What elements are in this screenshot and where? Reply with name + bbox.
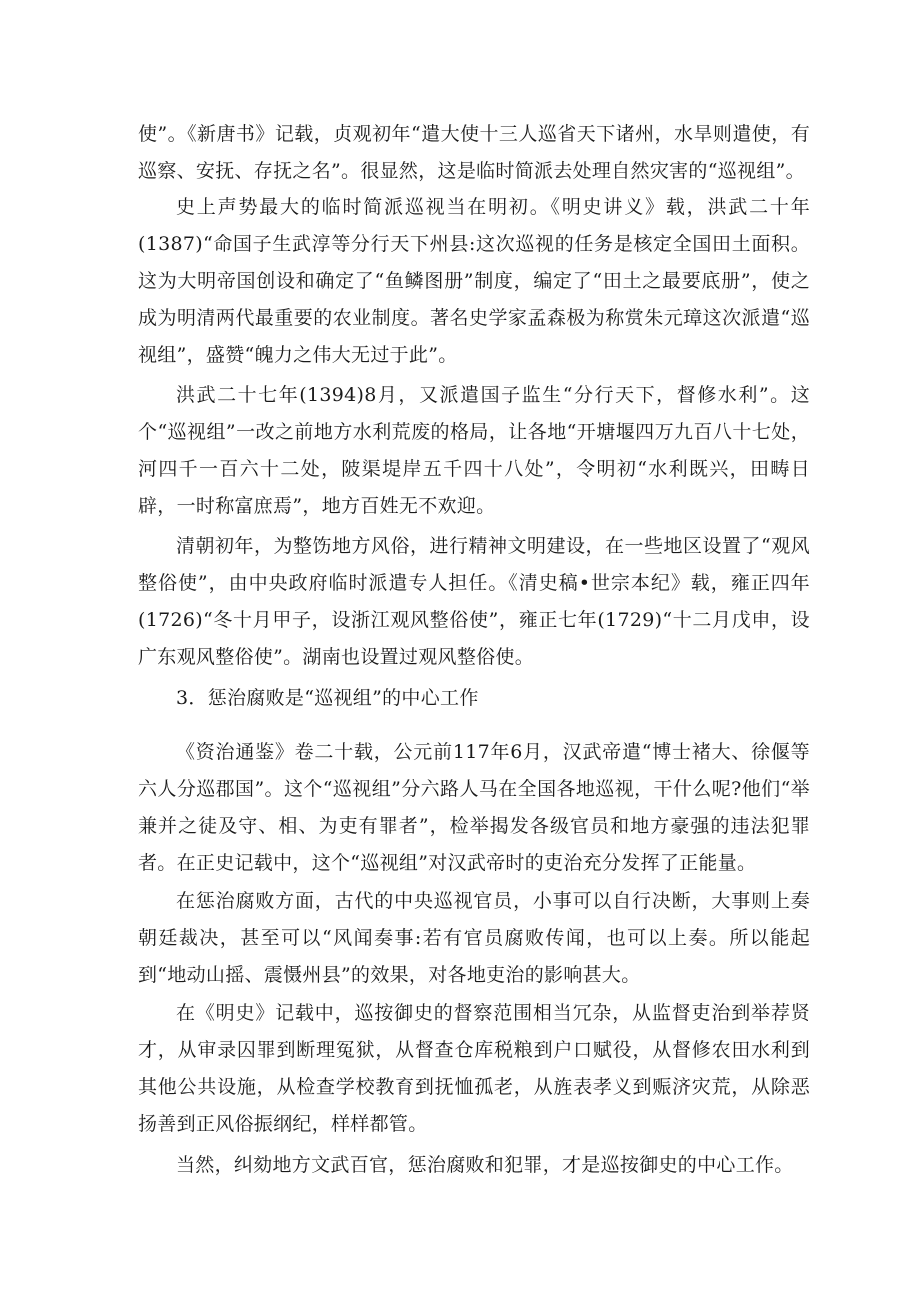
paragraph-mingshi: 在《明史》记载中，巡按御史的督察范围相当冗杂，从监督吏治到举荐贤才，从审录囚罪到断理冤狱，从督查仓库税粮到户口赋役，从督修农田水利到其他公共设施，从检查学校教育到抚恤孤老，从旌表孝义到赈济灾荒，从除恶扬善到正风俗振纲纪，样样都管。 [138,1002,810,1135]
paragraph-zizhitongjian: 《资治通鉴》卷二十载，公元前117年6月，汉武帝遣“博士褚大、徐偃等六人分巡郡国”。这个“巡视组”分六路人马在全国各地巡视，干什么呢?他们“举兼并之徒及守、相、为吏有罪者”，检举揭发各级官员和地方豪强的违法犯罪者。在正史记载中，这个“巡视组”对汉武帝时的吏治充分发挥了正能量。 [138,741,810,874]
paragraph-ming-early: 史上声势最大的临时简派巡视当在明初。《明史讲义》载，洪武二十年(1387)“命国子生武淳等分行天下州县:这次巡视的任务是核定全国田土面积。这为大明帝国创设和确定了“鱼鳞图册”制度，编定了“田土之最要底册”，使之成为明清两代最重要的农业制度。著名史学家孟森极为称赏朱元璋这次派遣“巡视组”，盛赞“魄力之伟大无过于此”。 [138,196,810,366]
section-heading: 3．惩治腐败是“巡视组”的中心工作 [176,687,479,709]
paragraph-anti-corruption: 在惩治腐败方面，古代的中央巡视官员，小事可以自行决断，大事则上奏朝廷裁决，甚至可以“风闻奏事:若有官员腐败传闻，也可以上奏。所以能起到“地动山摇、震慑州县”的效果，对各地吏治的影响甚大。 [138,890,810,986]
paragraph-xintangshu: 使”。《新唐书》记载，贞观初年“遣大使十三人巡省天下诸州，水旱则遣使，有巡察、安抚、存抚之名”。很显然，这是临时简派去处理自然灾害的“巡视组”。 [138,123,810,182]
paragraph-hongwu-27: 洪武二十七年(1394)8月，又派遣国子监生“分行天下，督修水利”。这个“巡视组”一改之前地方水利荒废的格局，让各地“开塘堰四万九百八十七处，河四千一百六十二处，陂渠堤岸五千四十八处”，令明初“水利既兴，田畴日辟，一时称富庶焉”，地方百姓无不欢迎。 [138,384,810,517]
paragraph-conclusion: 当然，纠劾地方文武百官，惩治腐败和犯罪，才是巡按御史的中心工作。 [176,1154,794,1176]
paragraph-qing-early: 清朝初年，为整饬地方风俗，进行精神文明建设，在一些地区设置了“观风整俗使”，由中央政府临时派遣专人担任。《清史稿•世宗本纪》载，雍正四年(1726)“冬十月甲子，设浙江观风整俗使”，雍正七年(1729)“十二月戊申，设广东观风整俗使”。湖南也设置过观风整俗使。 [138,535,810,668]
